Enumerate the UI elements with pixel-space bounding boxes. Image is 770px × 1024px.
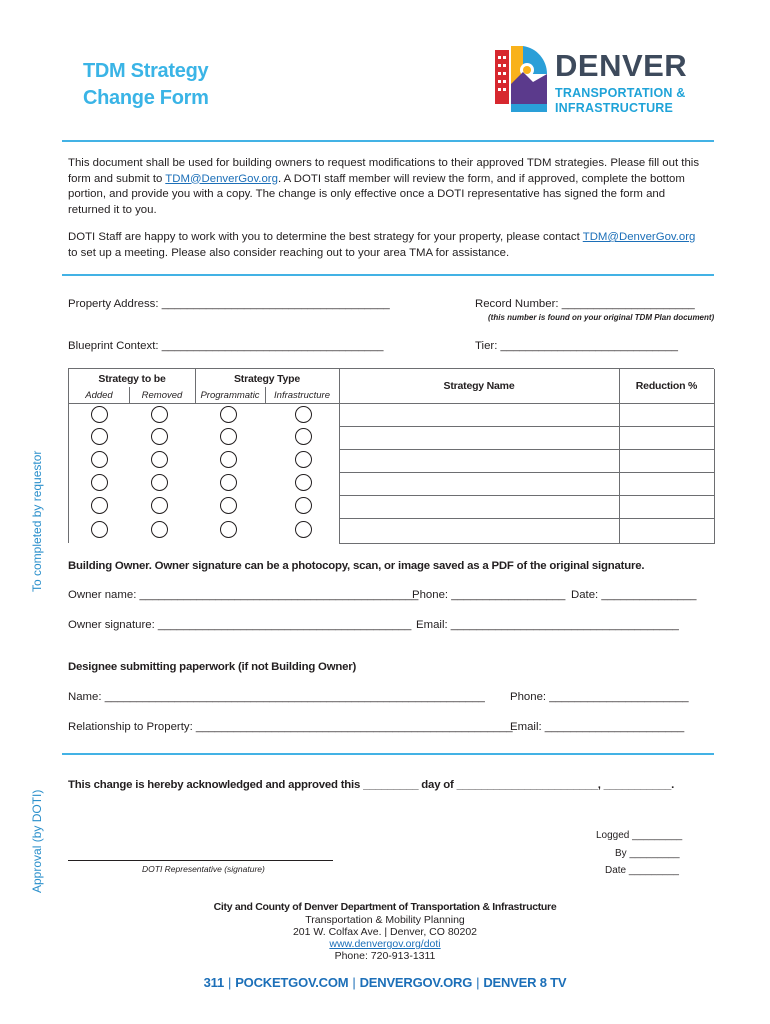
infrastructure-radio[interactable] xyxy=(295,497,312,514)
side-label-requestor: To completed by requestor xyxy=(30,450,44,592)
removed-radio[interactable] xyxy=(151,521,168,538)
programmatic-radio[interactable] xyxy=(220,406,237,423)
approval-date-field[interactable]: Date _________ xyxy=(605,865,679,876)
form-title xyxy=(83,58,209,112)
doti-signature-label: DOTI Representative (signature) xyxy=(142,864,265,874)
divider-approval xyxy=(62,753,714,755)
header-infrastructure: Infrastructure xyxy=(274,390,330,401)
intro-p2-text-b: to set up a meeting. Please also consider reaching out to your area TMA for assistance. xyxy=(68,246,510,259)
footer-links xyxy=(180,975,590,990)
header-strategy-name: Strategy Name xyxy=(443,380,515,392)
link-denver8tv[interactable]: DENVER 8 TV xyxy=(483,975,567,990)
programmatic-radio[interactable] xyxy=(220,521,237,538)
link-pocketgov[interactable]: POCKETGOV.COM xyxy=(235,975,349,990)
owner-phone-field[interactable]: Phone: __________________ xyxy=(412,589,566,601)
footer-website-row xyxy=(180,938,590,950)
by-field[interactable]: By _________ xyxy=(615,848,680,859)
header-strategy-type: Strategy Type xyxy=(233,373,301,385)
infrastructure-radio[interactable] xyxy=(295,428,312,445)
title-line-2: Change Form xyxy=(83,87,209,109)
programmatic-radio[interactable] xyxy=(220,428,237,445)
row-divider xyxy=(69,403,339,404)
designee-name-field[interactable]: Name: ____________________________________________________________ xyxy=(68,691,485,703)
added-radio[interactable] xyxy=(91,474,108,491)
divider-property xyxy=(62,274,714,276)
removed-radio[interactable] xyxy=(151,428,168,445)
footer-division: Transportation & Mobility Planning xyxy=(305,914,465,926)
tdm-email-link-2[interactable]: TDM@DenverGov.org xyxy=(582,231,696,243)
removed-radio[interactable] xyxy=(151,474,168,491)
owner-email-field[interactable]: Email: ____________________________________ xyxy=(416,619,679,631)
approval-statement: This change is hereby acknowledged and approved this _________ day of _______________________, ___________. xyxy=(68,779,675,791)
programmatic-radio[interactable] xyxy=(220,497,237,514)
row-divider xyxy=(339,543,715,544)
owner-name-field[interactable]: Owner name: ____________________________________________ xyxy=(68,589,419,601)
header-strategy-to-be: Strategy to be xyxy=(98,373,166,385)
logo-line-1: TRANSPORTATION & xyxy=(555,86,686,100)
removed-radio[interactable] xyxy=(151,497,168,514)
separator: | xyxy=(476,975,480,990)
designee-email-field[interactable]: Email: ______________________ xyxy=(510,721,685,733)
owner-signature-field[interactable]: Owner signature: ________________________________________ xyxy=(68,619,412,631)
owner-heading: Building Owner. Owner signature can be a photocopy, scan, or image saved as a PDF of the original signature. xyxy=(68,560,645,572)
separator: | xyxy=(352,975,356,990)
divider-top xyxy=(62,140,714,142)
blueprint-context-field[interactable]: Blueprint Context: ___________________________________ xyxy=(68,340,384,352)
removed-radio[interactable] xyxy=(151,451,168,468)
header-added: Added xyxy=(85,390,113,401)
row-divider xyxy=(339,403,715,404)
side-label-approval: Approval (by DOTI) xyxy=(30,789,44,893)
header-removed: Removed xyxy=(141,390,183,401)
added-radio[interactable] xyxy=(91,428,108,445)
removed-radio[interactable] xyxy=(151,406,168,423)
infrastructure-radio[interactable] xyxy=(295,474,312,491)
property-address-field[interactable]: Property Address: ____________________________________ xyxy=(68,298,390,310)
record-number-note: (this number is found on your original TDM Plan document) xyxy=(488,313,715,322)
tdm-email-link-1[interactable]: TDM@DenverGov.org xyxy=(165,172,278,185)
intro-p2-text-a: DOTI Staff are happy to work with you to determine the best strategy for your property, please contact xyxy=(68,231,583,243)
programmatic-radio[interactable] xyxy=(220,451,237,468)
row-divider xyxy=(339,472,715,473)
owner-date-field[interactable]: Date: _______________ xyxy=(571,589,697,601)
row-divider xyxy=(339,518,715,519)
record-number-field[interactable]: Record Number: _____________________ xyxy=(475,298,695,310)
row-divider xyxy=(339,449,715,450)
link-311[interactable]: 311 xyxy=(203,975,225,990)
logo-word: DENVER xyxy=(555,48,688,83)
designee-relationship-field[interactable]: Relationship to Property: __________________________________________________ xyxy=(68,721,513,733)
intro-paragraph-1 xyxy=(68,156,708,218)
separator: | xyxy=(228,975,232,990)
denver-logo-mark-icon xyxy=(493,44,549,116)
link-denvergov[interactable]: DENVERGOV.ORG xyxy=(359,975,473,990)
infrastructure-radio[interactable] xyxy=(295,406,312,423)
designee-heading: Designee submitting paperwork (if not Building Owner) xyxy=(68,661,357,673)
added-radio[interactable] xyxy=(91,406,108,423)
added-radio[interactable] xyxy=(91,521,108,538)
intro-p1-text-a: This document shall be used for building owners to request modifications to their approved TDM strategies. Please fill out this form and submit to xyxy=(68,157,700,185)
logo-line-2: INFRASTRUCTURE xyxy=(555,101,674,115)
row-divider xyxy=(339,495,715,496)
tier-field[interactable]: Tier: ____________________________ xyxy=(475,340,678,352)
infrastructure-radio[interactable] xyxy=(295,451,312,468)
infrastructure-radio[interactable] xyxy=(295,521,312,538)
intro-p1-text-b: . A DOTI staff member will review the form, and if approved, complete the bottom portion, and provide you with a copy. The change is only effective once a DOTI representative has signed the form and returned it to you. xyxy=(68,172,685,216)
header-programmatic: Programmatic xyxy=(200,390,260,401)
added-radio[interactable] xyxy=(91,497,108,514)
footer-address: 201 W. Colfax Ave. | Denver, CO 80202 xyxy=(292,926,478,938)
added-radio[interactable] xyxy=(91,451,108,468)
designee-phone-field[interactable]: Phone: ______________________ xyxy=(510,691,689,703)
row-divider xyxy=(339,426,715,427)
footer-org: City and County of Denver Department of Transportation & Infrastructure xyxy=(213,901,557,913)
programmatic-radio[interactable] xyxy=(220,474,237,491)
doti-signature-line[interactable] xyxy=(68,860,333,861)
footer-phone: Phone: 720-913-1311 xyxy=(334,950,436,962)
header-reduction: Reduction % xyxy=(635,380,698,392)
title-line-1: TDM Strategy xyxy=(83,60,209,82)
strategy-table xyxy=(68,368,714,543)
footer-website-link[interactable]: www.denvergov.org/doti xyxy=(329,938,441,950)
logged-field[interactable]: Logged _________ xyxy=(596,830,683,841)
denver-logo xyxy=(493,44,713,116)
intro-paragraph-2 xyxy=(68,230,708,261)
